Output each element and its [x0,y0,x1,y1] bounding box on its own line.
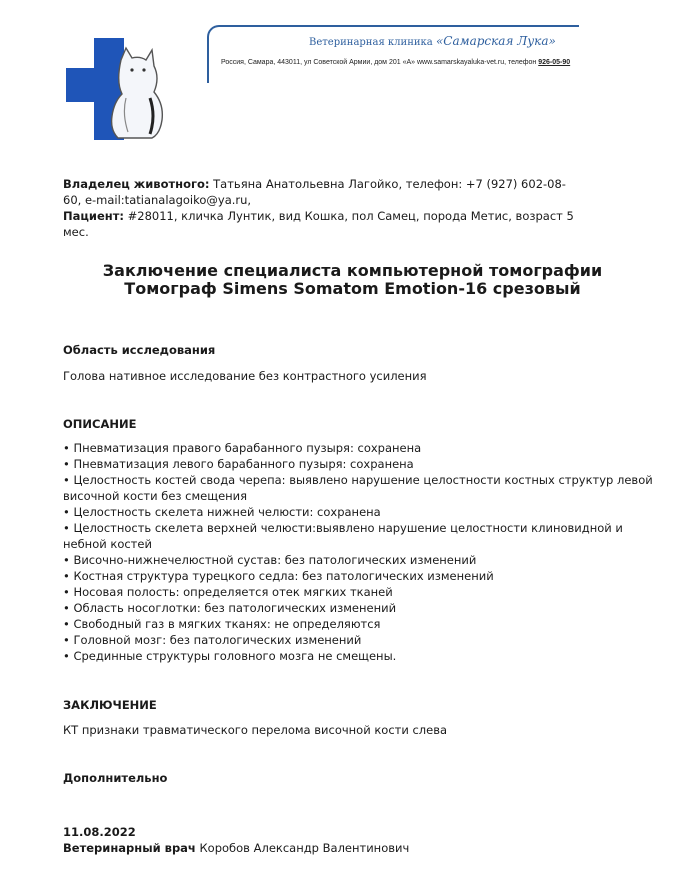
owner-value: Татьяна Анатольевна Лагойко, телефон: +7 (927) 602-08-60, e-mail:tatianalagoiko@ya.ru, [63,177,566,207]
list-item: • Височно-нижнечелюстной сустав: без патологических изменений [63,553,477,567]
clinic-quoted-name: «Самарская Лука» [435,34,556,48]
clinic-name [309,34,556,48]
additional-heading: Дополнительно [63,771,168,785]
signature-block [63,824,409,856]
conclusion-heading: ЗАКЛЮЧЕНИЕ [63,698,157,712]
page-title [40,262,665,298]
list-item: • Пневматизация левого барабанного пузыря: сохранена [63,457,414,471]
address-text: Россия, Самара, 443011, ул Советской Армии, дом 201 «А» www.samarskayaluka-vet.ru, телефон [221,59,537,66]
description-list [63,440,653,664]
list-item: • Срединные структуры головного мозга не смещены. [63,649,397,663]
list-item: • Свободный газ в мягких тканях: не определяются [63,617,381,631]
report-date: 11.08.2022 [63,825,136,839]
list-item: • Носовая полость: определяется отек мягких тканей [63,585,393,599]
patient-label: Пациент: [63,209,124,223]
list-item: • Область носоглотки: без патологических изменений [63,601,397,615]
doctor-label: Ветеринарный врач [63,841,196,855]
clinic-address [221,59,570,66]
title-line-1: Заключение специалиста компьютерной томографии [102,261,603,280]
area-heading: Область исследования [63,343,216,357]
doctor-name: Коробов Александр Валентинович [195,841,410,855]
area-text: Голова нативное исследование без контрастного усиления [63,369,427,383]
owner-patient-block [63,176,583,240]
owner-label: Владелец животного: [63,177,210,191]
list-item: • Целостность костей свода черепа: выявлено нарушение целостности костных структур левой височной кости без смещения [63,473,653,503]
conclusion-text: КТ признаки травматического перелома височной кости слева [63,723,448,737]
list-item: • Целостность скелета верхней челюсти:выявлено нарушение целостности клиновидной и небной костей [63,521,623,551]
title-line-2: Томограф Simens Somatom Emotion-16 срезовый [124,279,581,298]
list-item: • Пневматизация правого барабанного пузыря: сохранена [63,441,422,455]
owner-line [63,176,583,208]
patient-line [63,208,583,240]
clinic-logo-icon [66,38,168,140]
clinic-header [207,25,579,83]
list-item: • Головной мозг: без патологических изменений [63,633,362,647]
doctor-line [63,840,409,856]
list-item: • Костная структура турецкого седла: без патологических изменений [63,569,494,583]
clinic-prefix: Ветеринарная клиника [309,37,433,48]
list-item: • Целостность скелета нижней челюсти: сохранена [63,505,381,519]
description-heading: ОПИСАНИЕ [63,417,137,431]
patient-value: #28011, кличка Лунтик, вид Кошка, пол Самец, порода Метис, возраст 5 мес. [63,209,574,239]
clinic-phone: 926-05-90 [538,59,571,66]
